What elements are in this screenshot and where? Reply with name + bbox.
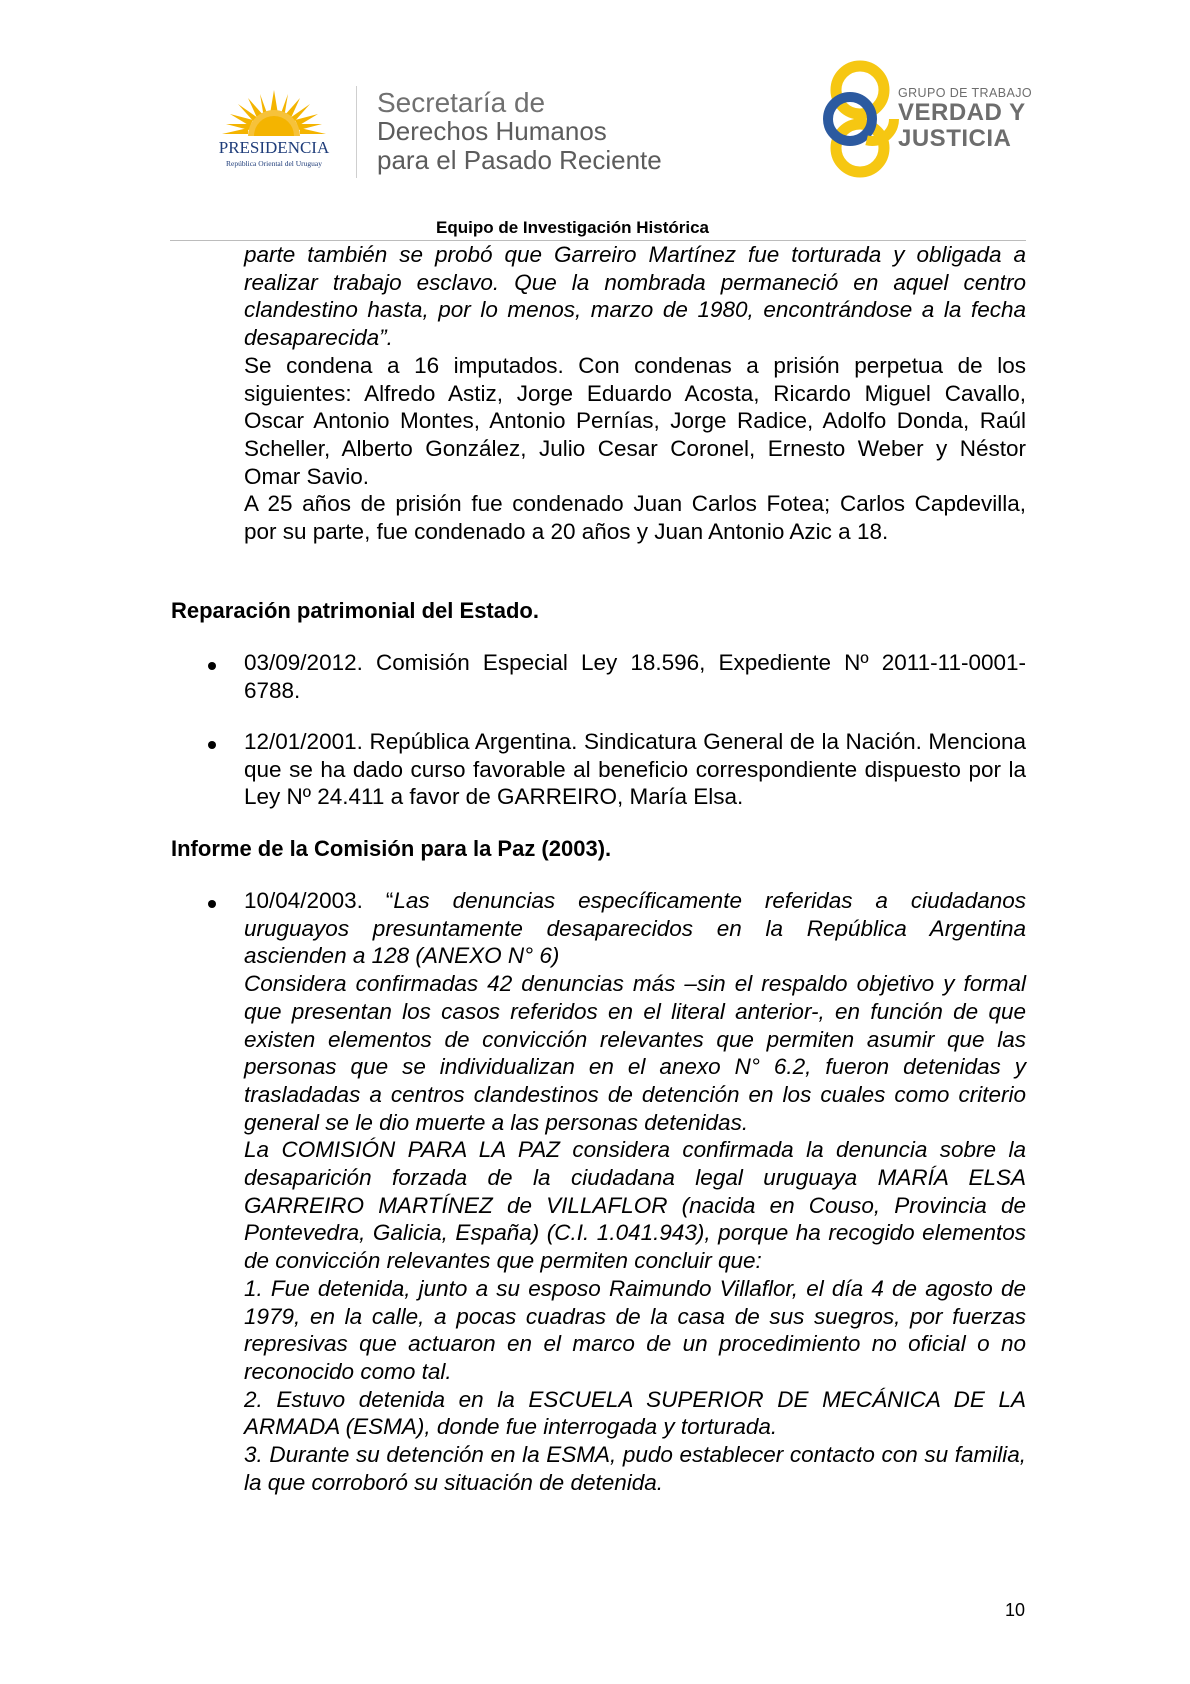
gtvj-line-2: VERDAD Y: [898, 99, 1026, 126]
informe-quote-1-text: Las denuncias específicamente referidas a ciudadanos uruguayos presuntamente desaparecidos en la República Argentina ascienden a 128 (ANEXO N° 6): [244, 888, 1026, 969]
informe-point-3: 3. Durante su detención en la ESMA, pudo establecer contacto con su familia, la que corroboró su situación de detenida.: [244, 1442, 1026, 1495]
informe-quote-2: Considera confirmadas 42 denuncias más –sin el respaldo objetivo y formal que presentan los casos referidos en el literal anterior-, en función de que existen elementos de convicción relevantes que permiten asumir que las personas que se individualizan en el anexo N° 6.2, fueron detenidas y trasladadas a centros clandestinos de detención en los cuales como criterio general se le dio muerte a las personas detenidas.: [244, 971, 1026, 1135]
informe-point-2: 2. Estuvo detenida en la ESCUELA SUPERIOR DE MECÁNICA DE LA ARMADA (ESMA), donde fue interrogada y torturada.: [244, 1386, 1026, 1440]
sun-rays-icon: [222, 90, 326, 136]
secretaria-line-1: Secretaría de: [377, 87, 546, 118]
gtvj-line-3: JUSTICIA: [898, 125, 1012, 152]
bullet-icon: [208, 662, 216, 670]
secretaria-line-3: para el Pasado Reciente: [377, 145, 662, 175]
anos-paragraph: A 25 años de prisión fue condenado Juan Carlos Fotea; Carlos Capdevilla, por su parte, fue condenado a 20 años y Juan Antonio Azic a 18.: [244, 491, 1026, 544]
list-item: 12/01/2001. República Argentina. Sindicatura General de la Nación. Menciona que se ha dado curso favorable al beneficio correspondiente dispuesto por la Ley Nº 24.411 a favor de GARREIRO, María Elsa.: [244, 729, 1026, 810]
informe-point-1: 1. Fue detenida, junto a su esposo Raimundo Villaflor, el día 4 de agosto de 1979, en la calle, a pocas cuadras de la casa de sus suegros, por fuerzas represivas que actuaron en el marco de un procedimiento no oficial o no reconocido como tal.: [244, 1275, 1026, 1384]
presidencia-wordmark: PRESIDENCIA: [218, 138, 330, 157]
gtvj-line-1: GRUPO DE TRABAJO: [898, 86, 1032, 100]
informe-date: 10/04/2003. “: [244, 888, 394, 913]
page-number: 10: [1005, 1600, 1026, 1620]
presidencia-sun-logo: [196, 80, 352, 176]
intro-paragraph: parte también se probó que Garreiro Martínez fue torturada y obligada a realizar trabajo esclavo. Que la nombrada permaneció en aquel centro clandestino hasta, por lo menos, marzo de 1980, encontrándose a la fecha desaparecida”.: [244, 242, 1026, 351]
unit-title: Equipo de Investigación Histórica: [436, 218, 709, 237]
bullet-icon: [208, 900, 216, 908]
secretaria-line-2: Derechos Humanos: [377, 116, 607, 146]
informe-quote-1: [244, 887, 1026, 970]
informe-quote-3: La COMISIÓN PARA LA PAZ considera confirmada la denuncia sobre la desaparición forzada de la ciudadana legal uruguaya MARÍA ELSA GARREIRO MARTÍNEZ de VILLAFLOR (nacida en Couso, Provincia de Pontevedra, Galicia, España) (C.I. 1.041.943), porque ha recogido elementos de convicción relevantes que permiten concluir que:: [244, 1137, 1026, 1274]
condena-paragraph: Se condena a 16 imputados. Con condenas a prisión perpetua de los siguientes: Alfredo Astiz, Jorge Eduardo Acosta, Ricardo Miguel Cavallo, Oscar Antonio Montes, Antonio Pernías, Jorge Radice, Adolfo Donda, Raúl Scheller, Alberto González, Julio Cesar Coronel, Ernesto Weber y Néstor Omar Savio.: [244, 353, 1026, 489]
logo-divider: [356, 86, 357, 178]
secretaria-wordmark: [377, 88, 662, 175]
section-heading-informe: Informe de la Comisión para la Paz (2003).: [171, 836, 612, 861]
gtvj-wordmark: [898, 86, 1032, 152]
informe-list-item: [244, 887, 1026, 1496]
bullet-icon: [208, 741, 216, 749]
list-item: 03/09/2012. Comisión Especial Ley 18.596, Expediente Nº 2011-11-0001-6788.: [244, 650, 1026, 703]
section-heading-reparacion: Reparación patrimonial del Estado.: [171, 598, 539, 623]
presidencia-subtitle: República Oriental del Uruguay: [225, 159, 323, 168]
